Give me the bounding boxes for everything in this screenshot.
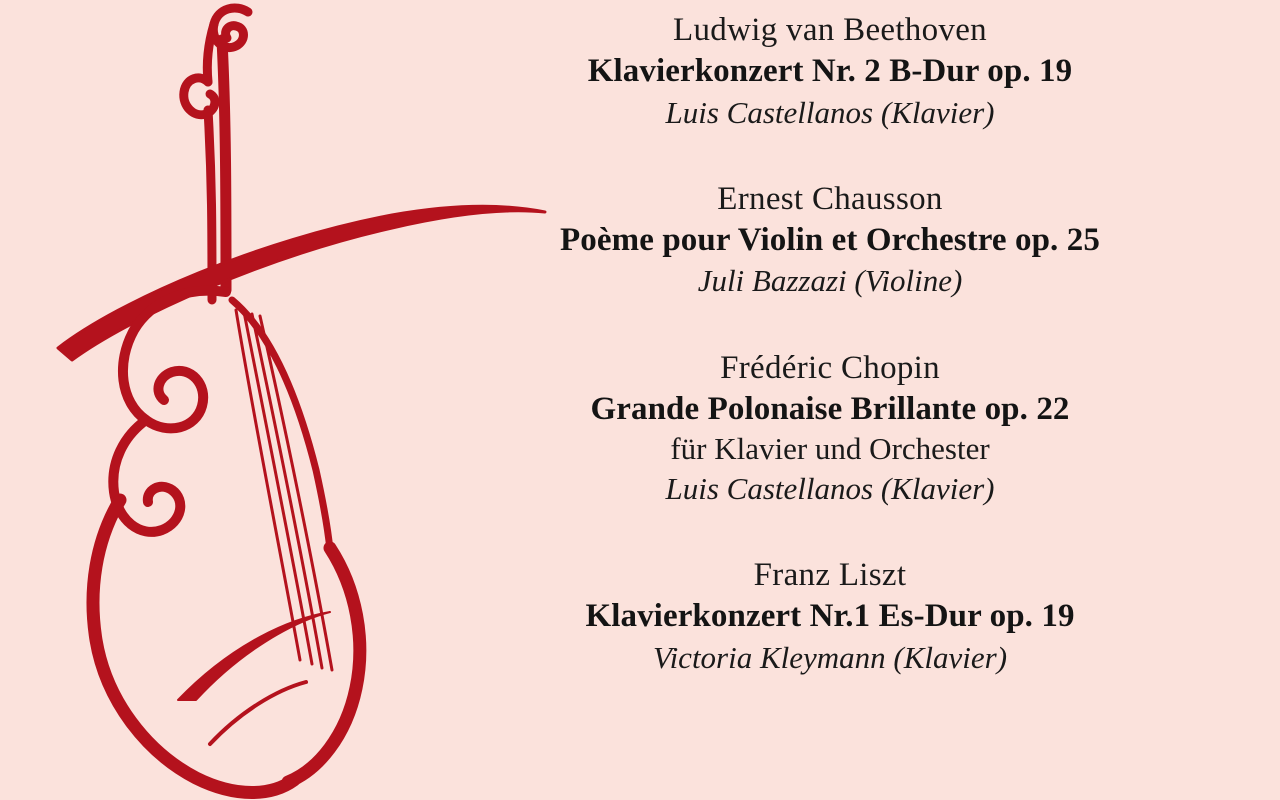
performer-name: Victoria Kleymann (Klavier) <box>652 639 1008 675</box>
performer-name: Juli Bazzazi (Violine) <box>697 263 963 299</box>
performer-name: Luis Castellanos (Klavier) <box>665 470 995 506</box>
program-list <box>400 0 1260 800</box>
composer-name: Franz Liszt <box>753 557 907 594</box>
program-item <box>400 10 1260 133</box>
work-title: Klavierkonzert Nr. 2 B-Dur op. 19 <box>587 53 1073 90</box>
work-subtitle: für Klavier und Orchester <box>670 431 990 467</box>
work-title: Klavierkonzert Nr.1 Es-Dur op. 19 <box>585 598 1075 635</box>
composer-name: Ludwig van Beethoven <box>673 12 987 48</box>
program-item <box>400 555 1260 678</box>
program-item <box>400 348 1260 510</box>
work-title: Poème pour Violin et Orchestre op. 25 <box>560 222 1100 259</box>
composer-name: Ernest Chausson <box>717 180 943 217</box>
performer-name: Luis Castellanos (Klavier) <box>665 94 995 130</box>
composer-name: Frédéric Chopin <box>720 349 940 386</box>
work-title: Grande Polonaise Brillante op. 22 <box>590 390 1070 427</box>
program-item <box>400 179 1260 302</box>
